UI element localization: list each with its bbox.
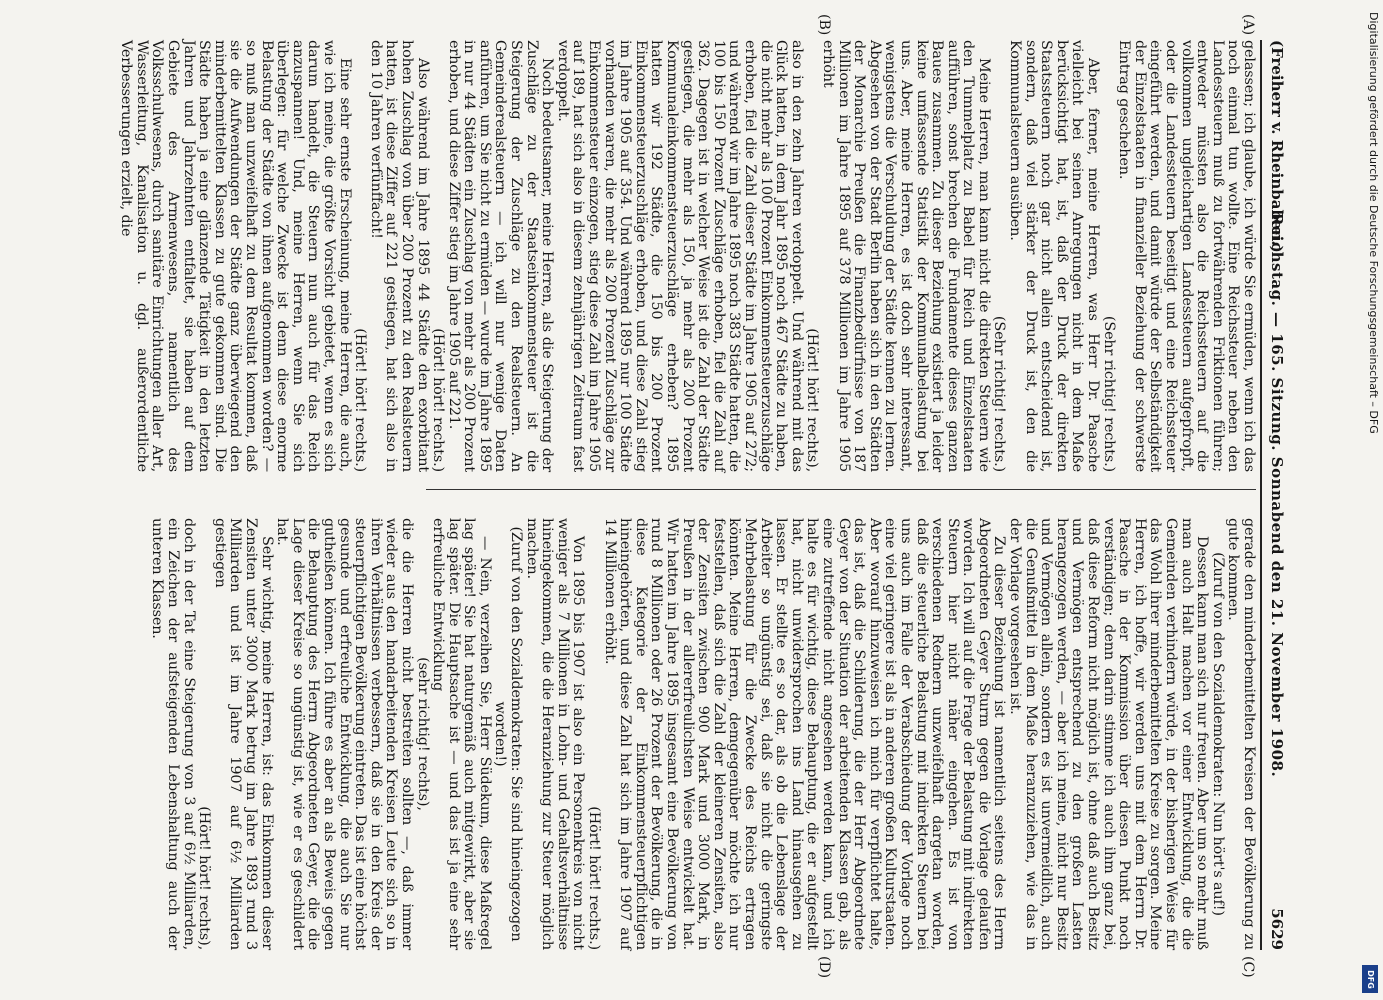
interjection: (Sehr richtig! rechts.) [991,315,1008,472]
paragraph: die die Herren nicht bestreiten sollten —, daß immer wieder aus den handarbeitenden Kreisen Leute sich so in ihren Verhältnissen verbessern, daß sie in den Kreis der steuerpflichtigen Bevölkerung eintreten. Das ist eine höchst gesunde und erfreuliche Entwicklung, die auch Sie nur gutheißen können. Ich führe es aber an als Beweis gegen die Behauptung des Herrn Abgeordneten Geyer, die die Lage dieser Kreise so ungünstig ist, wie er es geschildert hat. [274,518,415,950]
paragraph: Sehr wichtig, meine Herren, ist: das Einkommen dieser Zensiten unter 3000 Mark betrug im Jahre 1893 rund 3 Milliarden und ist im Jahre 1907 auf 6½ Milliarden gestiegen [211,518,275,950]
right-column [149,518,1256,950]
rotated-page [2,0,1302,1000]
interjection: (Hört! hört! rechts.) [352,328,369,472]
paragraph: also in den zehn Jahren verdoppelt. Und während mit das Glück hatten, in dem Jahr 1895 noch 467 Städte zu haben, die nicht mehr als 100 Prozent Einkommensteuerzuschläge erhoben, fiel die Zahl dieser Städte im Jahre 1905 auf 272; und während wir im Jahre 1895 noch 383 Städte hatten, die 100 bis 150 Prozent Zuschläge erhoben, fiel die Zahl auf 362. Dagegen ist in welcher Weise ist die Zahl der Städte gestiegen, die mehr als 150, ja mehr als 200 Prozent Kommunaleinkommensteuerzuschläge erheben? 1895 hatten wir 192 Städte, die 150 bis 200 Prozent Einkommensteuerzuschläge erhoben, und diese Zahl stieg im Jahre 1905 auf 354. Und während 1895 nur 100 Städte vorhanden waren, die mehr als 200 Prozent Zuschläge zur Einkommensteuer einzogen, stieg diese Zahl im Jahre 1905 auf 189, hat sich also in diesem zehnjährigen Zeitraum fast verdoppelt. [554,40,805,472]
interjection: (Zuruf von den Sozialdemokraten: Nun hört's auf!) [1209,552,1226,916]
interjection: (Hört! hört! rechts.) [586,806,603,950]
paragraph: doch in der Tat eine Steigerung von 3 auf 6½ Milliarden, ein Zeichen der aufsteigenden Lebenshaltung auch der unteren Klassen. [149,518,197,950]
paragraph: gerade den minderbemittelten Kreisen der Bevölkerung zu gute kommen. [1225,518,1257,950]
paragraph: Also während im Jahre 1895 44 Städte den exorbitant hohen Zuschlag von über 200 Prozent zu den Realsteuern hatten, ist diese Ziffer auf 221 gestiegen, hat sich also in den 10 Jahren verfünffacht! [367,40,431,472]
margin-marker-d: (D) [816,956,832,979]
interjection: (Hört! hört! rechts.) [430,328,447,472]
page-header [1264,40,1286,950]
interjection: (sehr richtig! rechts), [414,657,431,811]
funding-notice: Digitalisierung gefördert durch die Deutsche Forschungsgemeinschaft – DFG [1367,12,1380,434]
paragraph: Dessen kann man sich nur freuen. Aber um so mehr muß man auch Halt machen vor einer Entwicklung, die die Gemeinden verhindern würde, in der bisherigen Weise für das Wohl ihrer minderbemittelten Kreise zu sorgen. Meine Herren, ich hoffe, wir werden uns mit dem Herrn Dr. Paasche in der Kommission über diesen Punkt noch verständigen; denn darin stimme ich auch ihm ganz bei, daß diese Reform nicht möglich ist, ohne daß auch Besitz und Vermögen entsprechend zu den großen Lasten herangezogen werden, — aber ich meine, nicht nur Besitz und Vermögen allein, sondern es ist unvermeidlich, auch die Genußmittel in dem Maße heranzuziehen, wie das in der Vorlage vorgesehen ist. [1007,518,1211,950]
interjection: (Sehr richtig! rechts.) [1100,315,1117,472]
column-divider [426,489,1256,490]
page-title: Reichstag. — 165. Sitzung. Sonnabend den 21. November 1908. [1268,212,1286,778]
paragraph: gelassen; ich glaube, ich würde Sie ermüden, wenn ich das noch einmal tun wollte. Eine Reichssteuer neben den Landessteuern muß zu fortwährenden Friktionen führen; entweder müssten also die Reichssteuern auf die vollkommen ungleichartigen Landessteuern aufgepfropft, oder die Landessteuern beseitigt und eine Reichssteuer eingeführt werden, und damit würde der Selbständigkeit der Einzelstaaten in finanzieller Beziehung der schwerste Eintrag geschehen. [1116,40,1257,472]
paragraph: Eine sehr ernste Erscheinung, meine Herren, die auch, wie ich meine, die größte Vorsicht gebietet, wenn es sich darum handelt, die Steuern nun auch für das Reich anzuspannen! Und, meine Herren, wenn Sie sich überlegen: für welche Zwecke ist denn diese enorme Belastung der Städte von ihnen aufgenommen worden? — so muß man unzweifelhaft zu dem Resultat kommen, daß sie die Aufwendungen der Städte ganz überwiegend den minderbemittelten Klassen zu gute gekommen sind. Die Städte haben ja eine glänzende Tätigkeit in den letzten Jahren und Jahrzehnten entfaltet, sie haben auf dem Gebiete des Armenwesens, namentlich des Volksschulwesens, durch sanitäre Einrichtungen aller Art, Wasserleitung, Kanalisation u. dgl. außerordentliche Verbesserungen erzielt, die [118,40,353,472]
page-number: 5629 [1268,908,1286,950]
interjection: (Hört! hört! rechts), [804,328,821,472]
paragraph: — Nein, verzeihen Sie, Herr Südekum, diese Maßregel lag später! Sie hat naturgemäß auch mitgewirkt, aber sie lag später. Die Hauptsache ist — und das ist ja eine sehr erfreuliche Entwicklung [430,518,493,950]
margin-marker-b: (B) [816,14,832,36]
margin-marker-a: (A) [1240,14,1256,36]
dfg-logo [1362,965,1378,993]
left-column [118,40,1256,472]
digitization-footer [1360,0,1382,1000]
paragraph: Noch bedeutsamer, meine Herren, als die Steigerung der Zuschläge zu der Staatseinkommensteuer ist die Steigerung der Zuschläge zu den Realsteuern. An Gemeinderealsteuern — ich will nur wenige Daten anführen, um Sie nicht zu ermüden — wurde im Jahre 1895 in nur 44 Städten ein Zuschlag von mehr als 200 Prozent erhoben, und diese Ziffer stieg im Jahre 1905 auf 221. [445,40,556,472]
paragraph: Aber, ferner, meine Herren, was Herr Dr. Paasche vielleicht bei seinen Anregungen nicht in dem Maße berücksichtigt hat, ist, daß der Druck der direkten Staatssteuern noch gar nicht allein entscheidend ist, sondern, daß viel stärker der Druck ist, den die Kommunalsteuern ausüben. [1007,40,1102,472]
speaker-label: (Freiherr v. Rheinbaben.) [1268,40,1286,253]
paragraph: Zu dieser Beziehung ist namentlich seitens des Herrn Abgeordneten Geyer Sturm gegen die Vorlage gelaufen worden. Ich will auf die Frage der Belastung mit indirekten Steuern hier nicht näher eingehen. Es ist von verschiedenen Rednern unzweifelhaft dargetan worden, daß die steuerliche Belastung mit indirekten Steuern bei uns auch im Falle der Verabschiedung der Vorlage noch eine viel geringere ist als in anderen großen Kulturstaaten. Aber worauf hinzuweisen ich mich für verpflichtet halte, das ist, daß die Schilderung, die der Herr Abgeordnete Geyer von der Situation der arbeitenden Klassen gab, als eine zutreffende nicht angesehen werden kann, und ich halte es für wichtig, diese Behauptung, die er aufgestellt hat, nicht unwidersprochen ins Land hinausgehen zu lassen. Er stellte es so dar, als ob die Lebenslage der Arbeiter so ungünstig sei, daß sie nicht die geringste Mehrbelastung für die Zwecke des Reichs ertragen könnten. Meine Herren, demgegenüber möchte ich nur feststellen, daß sich die Zahl der kleineren Zensiten, also der Zensiten zwischen 900 Mark und 3000 Mark, in Preußen in der allererfreulichsten Weise entwickelt hat. Wir hatten im Jahre 1895 insgesamt eine Bevölkerung von rund 8 Millionen oder 26 Prozent der Bevölkerung, die in diese Kategorie der Einkommensteuerpflichtigen hineingehörten, und diese Zahl hat sich im Jahre 1907 auf 14 Millionen erhöht. [601,518,1008,950]
header-rule [1260,40,1262,950]
interjection: (Zuruf von den Sozialdemokraten: Sie sind hineingezogen worden!) [492,526,525,942]
paragraph: Meine Herren, man kann nicht die direkten Steuern wie den Tummelplatz zu Babel für Reich und Einzelstaaten aufführen, sonst brechen die Fundamente dieses ganzen Baues zusammen. Zu dieser Beziehung existiert ja leider keine umfassende Statistik der Kommunalbelastung bei uns. Aber, meine Herren, es ist doch sehr interessant, wenigstens die Verschuldung der Städte kennen zu lernen. Abgesehen von der Stadt Berlin haben sich in den Städten der Monarchie Preußen die Finanzbedürfnisse von 187 Millionen im Jahre 1895 auf 378 Millionen im Jahre 1905 erhöht [819,40,992,472]
margin-marker-c: (C) [1240,956,1256,978]
interjection: (Hört! hört! rechts), [196,806,213,950]
dfg-logo-text: DFG [1365,969,1375,989]
paragraph: Von 1895 bis 1907 ist also ein Personenkreis von nicht weniger als 7 Millionen in Lohn- und Gehaltsverhältnisse hineingekommen, die die Heranziehung zur Steuer möglich machen. [523,518,587,950]
